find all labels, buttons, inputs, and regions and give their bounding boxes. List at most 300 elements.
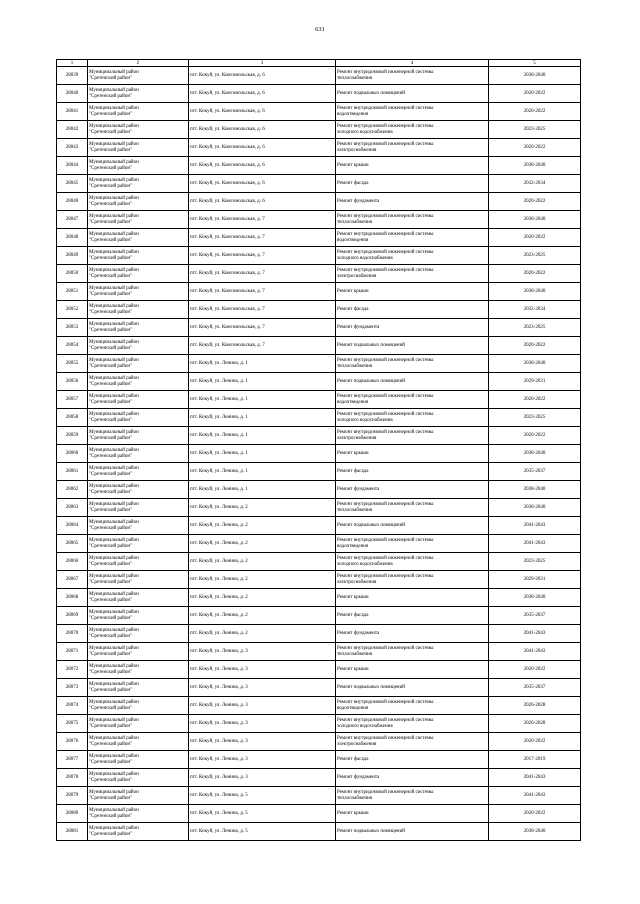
table-row: [57, 391, 581, 409]
work-type-line: Ремонт фасада: [337, 756, 369, 762]
work-type-line: Ремонт фасада: [337, 468, 369, 474]
district-name-line: "Сретенский район": [89, 543, 133, 549]
table-row: [57, 481, 581, 499]
period-cell: 2041-2043: [489, 643, 581, 661]
district-cell: [88, 193, 189, 211]
row-number-cell: 28070: [57, 625, 88, 643]
address-cell: пгт. Кокуй, ул. Комсомольская, д. 6: [189, 85, 336, 103]
work-type-line: Ремонт подвальных помещений: [337, 378, 405, 384]
table-row: [57, 283, 581, 301]
row-number-cell: 28061: [57, 463, 88, 481]
district-name-line: Муниципальный район: [89, 123, 139, 129]
period-cell: 2020-2022: [489, 103, 581, 121]
district-cell: [88, 661, 189, 679]
address-cell: пгт. Кокуй, ул. Ленина, д. 2: [189, 535, 336, 553]
period-cell: 2035-2037: [489, 463, 581, 481]
table-row: [57, 463, 581, 481]
work-type-cell: [336, 427, 489, 445]
district-name-line: Муниципальный район: [89, 141, 139, 147]
row-number-cell: 28059: [57, 427, 88, 445]
district-name-line: "Сретенский район": [89, 327, 133, 333]
district-name-line: "Сретенский район": [89, 165, 133, 171]
district-name-line: Муниципальный район: [89, 717, 139, 723]
row-number-cell: 28063: [57, 499, 88, 517]
district-cell: [88, 517, 189, 535]
row-number-cell: 28072: [57, 661, 88, 679]
work-type-line: Ремонт внутридомовой инженерной системы: [337, 501, 434, 507]
row-number-cell: 28068: [57, 589, 88, 607]
row-number-cell: 28042: [57, 121, 88, 139]
period-cell: 2035-2037: [489, 607, 581, 625]
district-name-line: "Сретенский район": [89, 615, 133, 621]
address-cell: пгт. Кокуй, ул. Ленина, д. 2: [189, 571, 336, 589]
period-cell: 2035-2037: [489, 679, 581, 697]
district-cell: [88, 139, 189, 157]
district-cell: [88, 229, 189, 247]
work-type-line: Ремонт внутридомовой инженерной системы: [337, 393, 434, 399]
work-type-cell: [336, 121, 489, 139]
work-type-line: Ремонт внутридомовой инженерной системы: [337, 231, 434, 237]
row-number-cell: 28073: [57, 679, 88, 697]
row-number-cell: 28049: [57, 247, 88, 265]
work-type-cell: [336, 679, 489, 697]
address-cell: пгт. Кокуй, ул. Ленина, д. 3: [189, 643, 336, 661]
address-cell: пгт. Кокуй, ул. Ленина, д. 3: [189, 697, 336, 715]
district-cell: [88, 301, 189, 319]
table-row: [57, 553, 581, 571]
work-type-line: Ремонт внутридомовой инженерной системы: [337, 105, 434, 111]
district-cell: [88, 625, 189, 643]
table-row: [57, 787, 581, 805]
table-row: [57, 409, 581, 427]
district-cell: [88, 427, 189, 445]
district-cell: [88, 715, 189, 733]
period-cell: 2020-2022: [489, 337, 581, 355]
district-name-line: Муниципальный район: [89, 213, 139, 219]
work-type-line: водоотведения: [337, 111, 369, 117]
district-name-line: Муниципальный район: [89, 177, 139, 183]
work-type-cell: [336, 391, 489, 409]
period-cell: 2038-2040: [489, 445, 581, 463]
period-cell: 2023-2025: [489, 121, 581, 139]
table-row: [57, 103, 581, 121]
district-name-line: Муниципальный район: [89, 825, 139, 831]
period-cell: 2026-2028: [489, 715, 581, 733]
period-cell: 2032-2034: [489, 175, 581, 193]
work-type-line: Ремонт крыши: [337, 288, 369, 294]
address-cell: пгт. Кокуй, ул. Комсомольская, д. 6: [189, 157, 336, 175]
row-number-cell: 28052: [57, 301, 88, 319]
work-type-cell: [336, 733, 489, 751]
address-cell: пгт. Кокуй, ул. Ленина, д. 2: [189, 553, 336, 571]
address-cell: пгт. Кокуй, ул. Ленина, д. 1: [189, 427, 336, 445]
work-type-line: Ремонт внутридомовой инженерной системы: [337, 141, 434, 147]
work-type-cell: [336, 697, 489, 715]
district-name-line: Муниципальный район: [89, 195, 139, 201]
work-type-line: Ремонт крыши: [337, 666, 369, 672]
row-number-cell: 28076: [57, 733, 88, 751]
address-cell: пгт. Кокуй, ул. Комсомольская, д. 7: [189, 211, 336, 229]
address-cell: пгт. Кокуй, ул. Ленина, д. 1: [189, 373, 336, 391]
table-row: [57, 535, 581, 553]
district-name-line: "Сретенский район": [89, 741, 133, 747]
row-number-cell: 28051: [57, 283, 88, 301]
work-type-line: холодного водоснабжения: [337, 129, 393, 135]
district-name-line: Муниципальный район: [89, 789, 139, 795]
work-type-line: электроснабжения: [337, 741, 377, 747]
district-name-line: Муниципальный район: [89, 231, 139, 237]
work-type-cell: [336, 445, 489, 463]
period-cell: 2041-2043: [489, 535, 581, 553]
row-number-cell: 28064: [57, 517, 88, 535]
district-name-line: "Сретенский район": [89, 813, 133, 819]
period-cell: 2038-2040: [489, 157, 581, 175]
work-type-line: водоотведения: [337, 543, 369, 549]
district-name-line: Муниципальный район: [89, 681, 139, 687]
district-name-line: Муниципальный район: [89, 159, 139, 165]
work-type-line: Ремонт фундамента: [337, 198, 380, 204]
period-cell: 2023-2025: [489, 553, 581, 571]
district-name-line: Муниципальный район: [89, 87, 139, 93]
work-type-line: электроснабжения: [337, 435, 377, 441]
work-type-cell: [336, 103, 489, 121]
row-number-cell: 28079: [57, 787, 88, 805]
address-cell: пгт. Кокуй, ул. Ленина, д. 3: [189, 751, 336, 769]
work-type-cell: [336, 355, 489, 373]
district-name-line: "Сретенский район": [89, 561, 133, 567]
address-cell: пгт. Кокуй, ул. Ленина, д. 1: [189, 391, 336, 409]
district-cell: [88, 823, 189, 841]
district-name-line: Муниципальный район: [89, 555, 139, 561]
work-type-line: Ремонт внутридомовой инженерной системы: [337, 537, 434, 543]
district-name-line: Муниципальный район: [89, 645, 139, 651]
period-cell: 2023-2025: [489, 319, 581, 337]
district-name-line: "Сретенский район": [89, 417, 133, 423]
district-name-line: Муниципальный район: [89, 321, 139, 327]
district-name-line: "Сретенский район": [89, 723, 133, 729]
district-name-line: "Сретенский район": [89, 111, 133, 117]
work-type-line: Ремонт внутридомовой инженерной системы: [337, 717, 434, 723]
district-cell: [88, 247, 189, 265]
period-cell: 2038-2040: [489, 823, 581, 841]
district-cell: [88, 805, 189, 823]
period-cell: 2038-2040: [489, 211, 581, 229]
district-cell: [88, 373, 189, 391]
work-type-cell: [336, 625, 489, 643]
district-name-line: "Сретенский район": [89, 471, 133, 477]
district-name-line: "Сретенский район": [89, 273, 133, 279]
work-type-cell: [336, 319, 489, 337]
work-type-cell: [336, 139, 489, 157]
work-type-line: Ремонт внутридомовой инженерной системы: [337, 213, 434, 219]
address-cell: пгт. Кокуй, ул. Ленина, д. 3: [189, 733, 336, 751]
work-type-cell: [336, 463, 489, 481]
period-cell: 2029-2031: [489, 571, 581, 589]
district-name-line: "Сретенский район": [89, 129, 133, 135]
table-row: [57, 445, 581, 463]
district-cell: [88, 535, 189, 553]
table-row: [57, 643, 581, 661]
district-name-line: "Сретенский район": [89, 651, 133, 657]
district-cell: [88, 571, 189, 589]
work-type-line: холодного водоснабжения: [337, 255, 393, 261]
row-number-cell: 28075: [57, 715, 88, 733]
row-number-cell: 28044: [57, 157, 88, 175]
work-type-cell: [336, 535, 489, 553]
address-cell: пгт. Кокуй, ул. Комсомольская, д. 6: [189, 193, 336, 211]
address-cell: пгт. Кокуй, ул. Ленина, д. 3: [189, 661, 336, 679]
district-cell: [88, 391, 189, 409]
work-type-line: теплоснабжения: [337, 363, 372, 369]
work-type-cell: [336, 805, 489, 823]
table-row: [57, 373, 581, 391]
work-type-cell: [336, 769, 489, 787]
district-name-line: Муниципальный район: [89, 609, 139, 615]
work-type-line: Ремонт внутридомовой инженерной системы: [337, 123, 434, 129]
row-number-cell: 28055: [57, 355, 88, 373]
district-cell: [88, 733, 189, 751]
address-cell: пгт. Кокуй, ул. Ленина, д. 2: [189, 607, 336, 625]
row-number-cell: 28081: [57, 823, 88, 841]
table-row: [57, 301, 581, 319]
district-cell: [88, 643, 189, 661]
address-cell: пгт. Кокуй, ул. Ленина, д. 1: [189, 409, 336, 427]
work-type-cell: [336, 193, 489, 211]
district-name-line: "Сретенский район": [89, 291, 133, 297]
district-name-line: "Сретенский район": [89, 525, 133, 531]
work-type-line: водоотведения: [337, 705, 369, 711]
district-name-line: Муниципальный район: [89, 429, 139, 435]
work-type-cell: [336, 373, 489, 391]
district-name-line: Муниципальный район: [89, 663, 139, 669]
period-cell: 2020-2022: [489, 85, 581, 103]
address-cell: пгт. Кокуй, ул. Ленина, д. 2: [189, 589, 336, 607]
column-header-2: 2: [88, 60, 189, 67]
district-name-line: "Сретенский район": [89, 669, 133, 675]
address-cell: пгт. Кокуй, ул. Ленина, д. 3: [189, 679, 336, 697]
table-row: [57, 427, 581, 445]
work-type-line: холодного водоснабжения: [337, 723, 393, 729]
row-number-cell: 28080: [57, 805, 88, 823]
district-name-line: "Сретенский район": [89, 147, 133, 153]
district-name-line: Муниципальный район: [89, 753, 139, 759]
district-name-line: Муниципальный район: [89, 519, 139, 525]
address-cell: пгт. Кокуй, ул. Ленина, д. 1: [189, 463, 336, 481]
row-number-cell: 28053: [57, 319, 88, 337]
district-name-line: "Сретенский район": [89, 435, 133, 441]
column-header-5: 5: [489, 60, 581, 67]
district-name-line: Муниципальный район: [89, 573, 139, 579]
district-cell: [88, 787, 189, 805]
district-name-line: Муниципальный район: [89, 69, 139, 75]
district-name-line: Муниципальный район: [89, 807, 139, 813]
address-cell: пгт. Кокуй, ул. Ленина, д. 2: [189, 517, 336, 535]
address-cell: пгт. Кокуй, ул. Комсомольская, д. 6: [189, 139, 336, 157]
table-row: [57, 355, 581, 373]
district-cell: [88, 445, 189, 463]
row-number-cell: 28043: [57, 139, 88, 157]
work-type-line: теплоснабжения: [337, 219, 372, 225]
work-type-cell: [336, 265, 489, 283]
district-name-line: "Сретенский район": [89, 381, 133, 387]
work-type-cell: [336, 661, 489, 679]
table-row: [57, 499, 581, 517]
work-type-line: Ремонт фасада: [337, 612, 369, 618]
work-type-cell: [336, 643, 489, 661]
table-row: [57, 805, 581, 823]
table-row: [57, 751, 581, 769]
district-name-line: "Сретенский район": [89, 345, 133, 351]
table-row: [57, 139, 581, 157]
period-cell: 2038-2040: [489, 283, 581, 301]
work-type-line: Ремонт внутридомовой инженерной системы: [337, 429, 434, 435]
work-type-cell: [336, 175, 489, 193]
work-type-line: Ремонт фасада: [337, 306, 369, 312]
table-row: [57, 247, 581, 265]
work-type-line: Ремонт фасада: [337, 180, 369, 186]
column-header-row: [57, 60, 581, 67]
table-row: [57, 607, 581, 625]
table-row: [57, 67, 581, 85]
period-cell: 2038-2040: [489, 355, 581, 373]
work-type-line: теплоснабжения: [337, 651, 372, 657]
table-row: [57, 85, 581, 103]
district-name-line: Муниципальный район: [89, 303, 139, 309]
row-number-cell: 28067: [57, 571, 88, 589]
district-name-line: Муниципальный район: [89, 339, 139, 345]
period-cell: 2038-2040: [489, 589, 581, 607]
address-cell: пгт. Кокуй, ул. Ленина, д. 2: [189, 499, 336, 517]
district-name-line: "Сретенский район": [89, 399, 133, 405]
district-name-line: Муниципальный район: [89, 267, 139, 273]
address-cell: пгт. Кокуй, ул. Комсомольская, д. 7: [189, 247, 336, 265]
period-cell: 2038-2040: [489, 481, 581, 499]
work-type-line: Ремонт внутридомовой инженерной системы: [337, 573, 434, 579]
work-type-line: Ремонт крыши: [337, 594, 369, 600]
district-name-line: "Сретенский район": [89, 453, 133, 459]
period-cell: 2017-2019: [489, 751, 581, 769]
district-name-line: "Сретенский район": [89, 795, 133, 801]
district-cell: [88, 607, 189, 625]
row-number-cell: 28074: [57, 697, 88, 715]
district-name-line: Муниципальный район: [89, 375, 139, 381]
district-name-line: "Сретенский район": [89, 309, 133, 315]
district-name-line: "Сретенский район": [89, 687, 133, 693]
work-type-line: Ремонт подвальных помещений: [337, 342, 405, 348]
period-cell: 2029-2031: [489, 373, 581, 391]
row-number-cell: 28062: [57, 481, 88, 499]
work-type-line: теплоснабжения: [337, 75, 372, 81]
address-cell: пгт. Кокуй, ул. Комсомольская, д. 7: [189, 301, 336, 319]
work-type-cell: [336, 409, 489, 427]
district-name-line: Муниципальный район: [89, 465, 139, 471]
period-cell: 2020-2022: [489, 661, 581, 679]
district-name-line: Муниципальный район: [89, 411, 139, 417]
row-number-cell: 28046: [57, 193, 88, 211]
work-type-line: Ремонт внутридомовой инженерной системы: [337, 735, 434, 741]
work-type-cell: [336, 301, 489, 319]
address-cell: пгт. Кокуй, ул. Комсомольская, д. 7: [189, 337, 336, 355]
table-row: [57, 697, 581, 715]
district-name-line: Муниципальный район: [89, 483, 139, 489]
district-cell: [88, 337, 189, 355]
district-cell: [88, 319, 189, 337]
row-number-cell: 28057: [57, 391, 88, 409]
work-type-line: Ремонт внутридомовой инженерной системы: [337, 357, 434, 363]
row-number-cell: 28060: [57, 445, 88, 463]
table-row: [57, 121, 581, 139]
table-row: [57, 661, 581, 679]
district-name-line: "Сретенский район": [89, 93, 133, 99]
address-cell: пгт. Кокуй, ул. Комсомольская, д. 7: [189, 283, 336, 301]
period-cell: 2020-2022: [489, 193, 581, 211]
work-type-line: Ремонт подвальных помещений: [337, 522, 405, 528]
work-type-cell: [336, 211, 489, 229]
address-cell: пгт. Кокуй, ул. Ленина, д. 1: [189, 355, 336, 373]
work-type-cell: [336, 337, 489, 355]
period-cell: 2020-2022: [489, 805, 581, 823]
work-type-cell: [336, 589, 489, 607]
repair-schedule-table: [56, 59, 581, 841]
district-name-line: "Сретенский район": [89, 237, 133, 243]
address-cell: пгт. Кокуй, ул. Ленина, д. 1: [189, 445, 336, 463]
row-number-cell: 28045: [57, 175, 88, 193]
district-name-line: Муниципальный район: [89, 771, 139, 777]
district-cell: [88, 553, 189, 571]
address-cell: пгт. Кокуй, ул. Ленина, д. 3: [189, 715, 336, 733]
period-cell: 2041-2043: [489, 787, 581, 805]
district-name-line: "Сретенский район": [89, 75, 133, 81]
address-cell: пгт. Кокуй, ул. Ленина, д. 3: [189, 769, 336, 787]
table-row: [57, 193, 581, 211]
period-cell: 2041-2043: [489, 625, 581, 643]
district-name-line: Муниципальный район: [89, 627, 139, 633]
work-type-cell: [336, 517, 489, 535]
work-type-line: Ремонт внутридомовой инженерной системы: [337, 267, 434, 273]
table-row: [57, 769, 581, 787]
district-cell: [88, 157, 189, 175]
work-type-line: теплоснабжения: [337, 795, 372, 801]
work-type-line: электроснабжения: [337, 579, 377, 585]
row-number-cell: 28056: [57, 373, 88, 391]
district-name-line: "Сретенский район": [89, 255, 133, 261]
column-header-3: 3: [189, 60, 336, 67]
period-cell: 2020-2022: [489, 391, 581, 409]
period-cell: 2020-2022: [489, 733, 581, 751]
period-cell: 2026-2028: [489, 697, 581, 715]
table-row: [57, 211, 581, 229]
district-cell: [88, 589, 189, 607]
row-number-cell: 28048: [57, 229, 88, 247]
table-row: [57, 265, 581, 283]
district-name-line: "Сретенский район": [89, 597, 133, 603]
work-type-cell: [336, 247, 489, 265]
period-cell: 2020-2022: [489, 427, 581, 445]
district-name-line: Муниципальный район: [89, 699, 139, 705]
work-type-cell: [336, 499, 489, 517]
work-type-line: Ремонт подвальных помещений: [337, 90, 405, 96]
row-number-cell: 28050: [57, 265, 88, 283]
district-name-line: "Сретенский район": [89, 777, 133, 783]
district-cell: [88, 499, 189, 517]
row-number-cell: 28058: [57, 409, 88, 427]
table-row: [57, 571, 581, 589]
district-cell: [88, 463, 189, 481]
work-type-cell: [336, 553, 489, 571]
district-cell: [88, 697, 189, 715]
work-type-line: водоотведения: [337, 399, 369, 405]
district-name-line: "Сретенский район": [89, 489, 133, 495]
